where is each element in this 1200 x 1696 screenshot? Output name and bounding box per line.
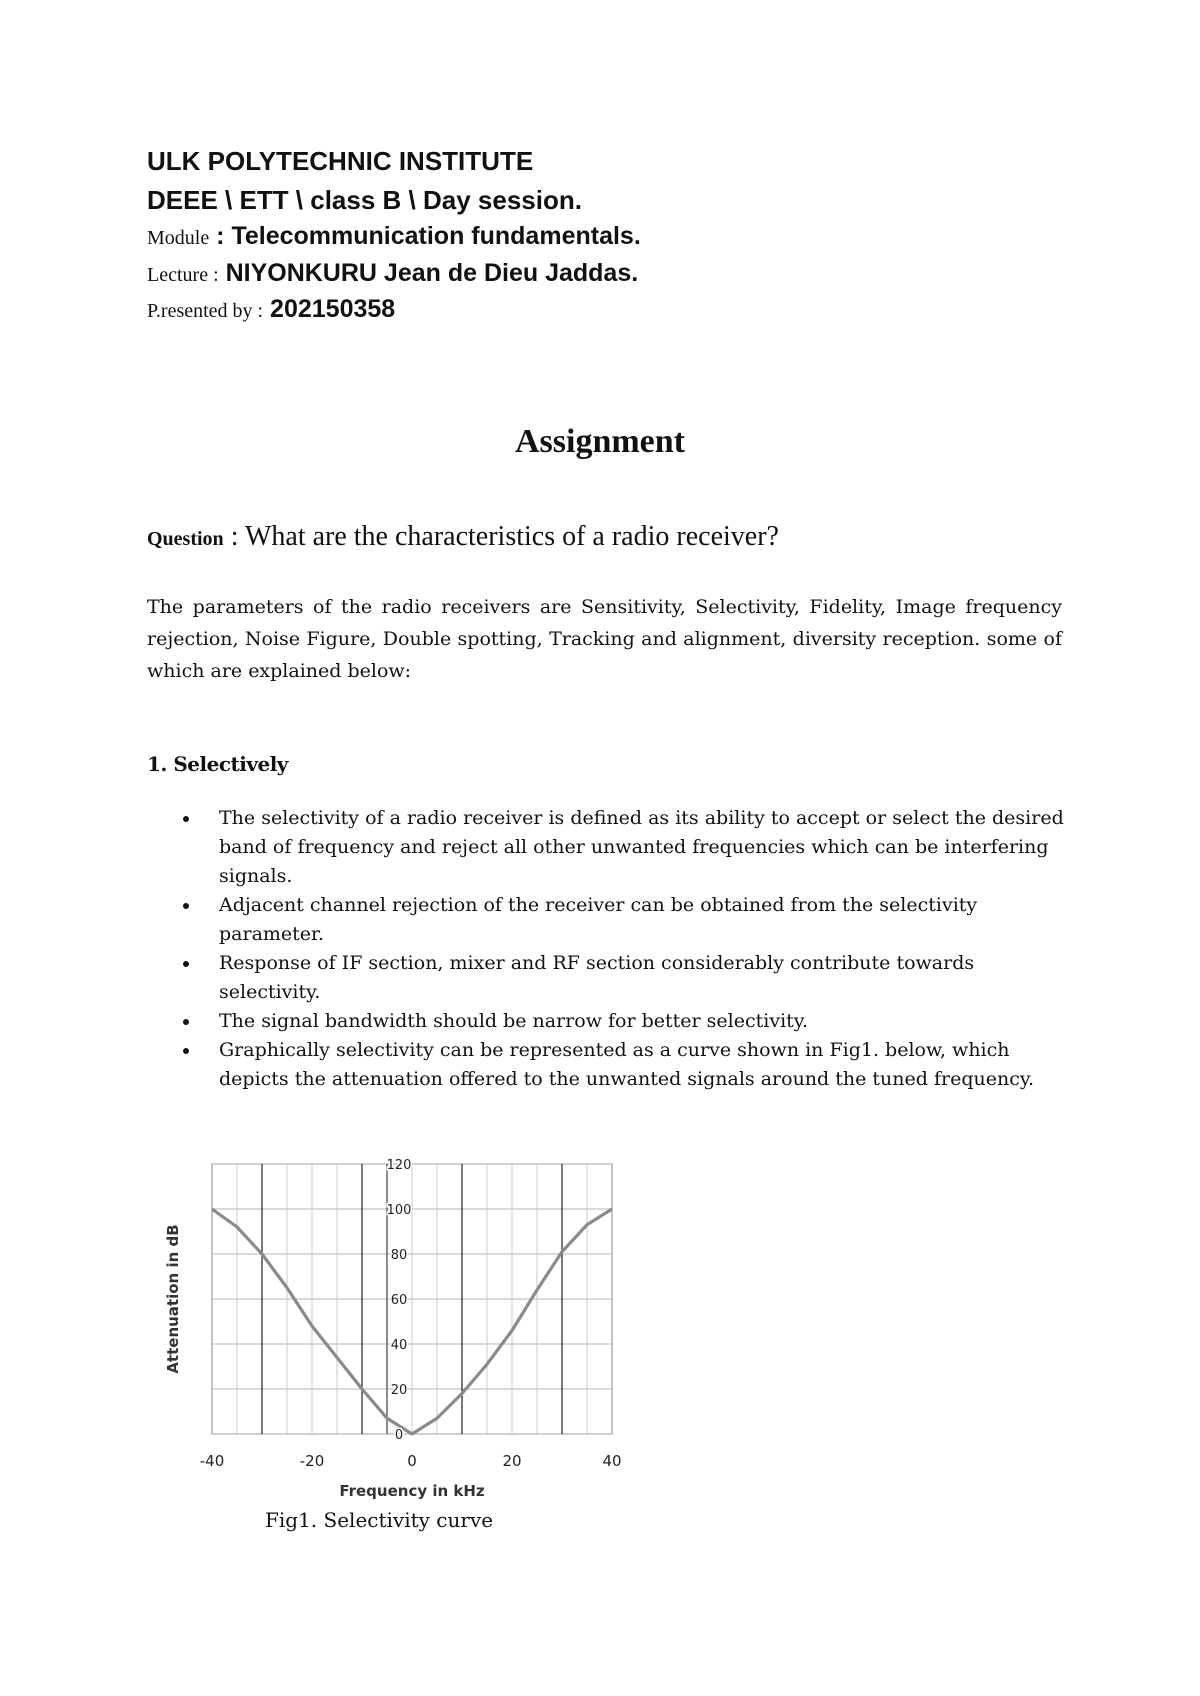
bullet-text: Response of IF section, mixer and RF section considerably contribute towards selectivity. [219, 952, 975, 1003]
bullet-item [147, 949, 1077, 1007]
question-text: : What are the characteristics of a radio receiver? [230, 521, 779, 552]
y-tick-label: 0 [394, 1428, 404, 1443]
y-tick-label: 40 [390, 1338, 408, 1353]
y-tick-label: 60 [390, 1293, 408, 1308]
section-heading: 1. Selectively [147, 752, 288, 776]
y-tick-label: 20 [390, 1383, 408, 1398]
intro-paragraph: The parameters of the radio receivers are Sensitivity, Selectivity, Fidelity, Image frequency rejection, Noise Figure, Double spotting, Tracking and alignment, diversity reception. some of which are explained below: [147, 596, 1062, 682]
bullet-dot [183, 816, 189, 822]
bullet-text: The signal bandwidth should be narrow for better selectivity. [219, 1010, 809, 1032]
y-tick-label: 120 [386, 1158, 412, 1173]
bullet-item [147, 891, 1077, 949]
bullet-list [147, 804, 1077, 1094]
document-title: Assignment [514, 423, 686, 460]
bullet-item [147, 804, 1077, 891]
bullet-text: Adjacent channel rejection of the receiver can be obtained from the selectivity parameter. [219, 894, 978, 945]
y-axis-label: Attenuation in dB [164, 1224, 182, 1374]
module-value: : Telecommunication fundamentals. [216, 222, 641, 250]
module-line [147, 222, 641, 251]
bullet-dot [183, 903, 189, 909]
figure-caption: Fig1. Selectivity curve [265, 1508, 494, 1532]
y-tick-label: 100 [386, 1203, 412, 1218]
question-label: Question [147, 528, 224, 550]
question-line [147, 521, 779, 553]
bullet-item [147, 1007, 1077, 1036]
bullet-dot [183, 1048, 189, 1054]
x-tick-label: 20 [502, 1452, 522, 1470]
y-tick-label: 80 [390, 1248, 408, 1263]
module-label: Module [147, 227, 210, 249]
class-line: DEEE \ ETT \ class B \ Day session. [147, 185, 582, 215]
x-tick-label: 40 [602, 1452, 622, 1470]
bullet-text: The selectivity of a radio receiver is defined as its ability to accept or select the desired band of frequency and reject all other unwanted frequencies which can be interfering signals. [219, 807, 1064, 887]
bullet-item [147, 1036, 1077, 1094]
selectivity-chart [150, 1150, 630, 1510]
bullet-text: Graphically selectivity can be represented as a curve shown in Fig1. below, which depicts the attenuation offered to the unwanted signals around the tuned frequency. [219, 1039, 1035, 1090]
bullet-dot [183, 1019, 189, 1025]
x-tick-label: 0 [407, 1452, 417, 1470]
presented-line [147, 295, 395, 324]
lecture-value: NIYONKURU Jean de Dieu Jaddas. [225, 259, 639, 287]
presented-label: P.resented by : [147, 300, 264, 322]
presented-value: 202150358 [270, 295, 396, 323]
institute-name: ULK POLYTECHNIC INSTITUTE [147, 146, 534, 176]
lecture-label: Lecture : [147, 264, 219, 286]
bullet-dot [183, 961, 189, 967]
lecture-line [147, 259, 638, 288]
x-tick-label: -40 [199, 1452, 225, 1470]
x-axis-label: Frequency in kHz [339, 1482, 485, 1500]
x-tick-label: -20 [299, 1452, 325, 1470]
